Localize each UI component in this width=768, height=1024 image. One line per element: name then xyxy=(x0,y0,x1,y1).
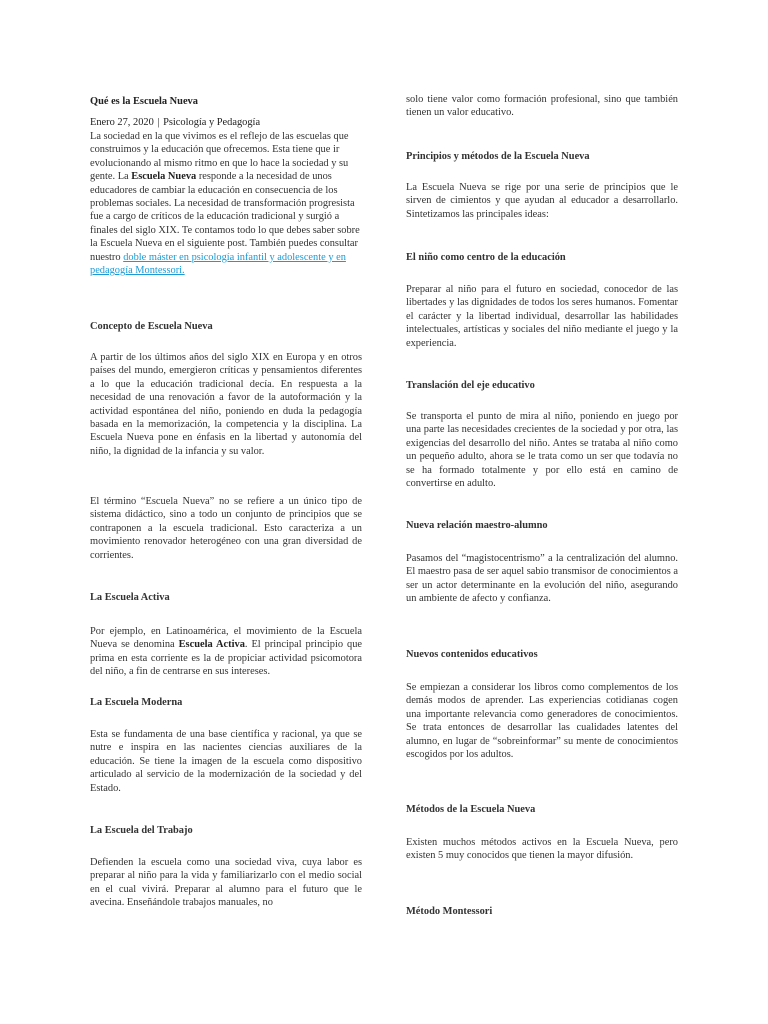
heading-contenidos: Nuevos contenidos educativos xyxy=(406,649,538,660)
heading-translacion: Translación del eje educativo xyxy=(406,380,535,391)
heading-nino: El niño como centro de la educación xyxy=(406,252,566,263)
heading-principios: Principios y métodos de la Escuela Nueva xyxy=(406,151,590,162)
trabajo-paragraph: Defienden la escuela como una sociedad viva, cuya labor es preparar al niño para la vida y familiarizarlo con el medio social en el cual vivirá. Preparar al alumno para el futuro que le avecina. Enseñándole trabajos manuales, no xyxy=(90,857,362,909)
heading-moderna: La Escuela Moderna xyxy=(90,697,183,708)
heading-metodos: Métodos de la Escuela Nueva xyxy=(406,804,536,815)
heading-relacion: Nueva relación maestro-alumno xyxy=(406,520,548,531)
activa-paragraph xyxy=(90,625,362,679)
intro-bold: Escuela Nueva xyxy=(131,171,197,183)
contenidos-paragraph: Se empiezan a considerar los libros como complementos de los demás modos de aprender. Las experiencias cotidianas cogen una importante relevancia como generadores de conocimientos. Se trata entonces de desarrollar las cualidades latentes del alumno, en lugar de “sobreinformar” su mente de conocimientos escogidos por los adultos. xyxy=(406,682,678,761)
continuation-paragraph: solo tiene valor como formación profesional, sino que también tienen un valor educativo. xyxy=(406,94,678,119)
heading-activa: La Escuela Activa xyxy=(90,592,170,603)
article-date: Enero 27, 2020 xyxy=(90,117,154,128)
moderna-paragraph: Esta se fundamenta de una base científica y racional, ya que se nutre e inspira en las nacientes ciencias auxiliares de la educación. Se tiene la imagen de la escuela como dispositivo articulado al servicio de la modernización de la sociedad y del Estado. xyxy=(90,729,362,794)
heading-concepto: Concepto de Escuela Nueva xyxy=(90,321,213,332)
meta-separator: | xyxy=(157,117,160,128)
activa-bold: Escuela Activa xyxy=(178,639,245,651)
metodos-paragraph: Existen muchos métodos activos en la Escuela Nueva, pero existen 5 muy conocidos que tienen la mayor difusión. xyxy=(406,837,678,862)
article-category: Psicología y Pedagogía xyxy=(163,117,261,128)
nino-paragraph: Preparar al niño para el futuro en sociedad, conocedor de las libertades y las dignidades de todos los seres humanos. Fomentar el carácter y la libertad individual, desarrollar las habilidades intelectuales, artísticas y sociales del niño mediante el juego y la experiencia. xyxy=(406,284,678,349)
master-link[interactable]: doble máster en psicología infantil y adolescente y en pedagogía Montessori. xyxy=(90,251,346,277)
activa-text-2: . El principal principio que prima en esta corriente es la de propiciar actividad psicomotora del niño, a fin de centrarse en sus intereses. xyxy=(90,639,362,678)
concepto-paragraph-2: El término “Escuela Nueva” no se refiere a un único tipo de sistema didáctico, sino a todo un conjunto de principios que se contraponen a la escuela tradicional. Esto caracteriza a un movimiento renovador heterogéneo con una gran diversidad de corrientes. xyxy=(90,496,362,561)
principios-paragraph: La Escuela Nueva se rige por una serie de principios que le sirven de cimientos y que ayudan al educador a desarrollarlo. Sintetizamos las principales ideas: xyxy=(406,182,678,220)
activa-text-1: Por ejemplo, en Latinoamérica, el movimiento de la Escuela Nueva se denomina xyxy=(90,626,362,651)
article-meta xyxy=(90,116,362,129)
relacion-paragraph: Pasamos del “magistocentrismo” a la centralización del alumno. El maestro pasa de ser aquel sabio transmisor de conocimientos a ser un actor determinante en la evolución del niño, asegurando un ambiente de afecto y confianza. xyxy=(406,553,678,605)
concepto-paragraph-1: A partir de los últimos años del siglo XIX en Europa y en otros países del mundo, emergieron críticas y pensamientos diferentes a lo que la educación tradicional decía. En respuesta a la necesidad de una renovación a favor de la autoformación y la actividad espontánea del niño, poniendo en duda la pedagogía basada en la memorización, la competencia y la disciplina. La Escuela Nueva pone en énfasis en la libertad y autonomía del niño, la dignidad de la infancia y su valor. xyxy=(90,352,362,457)
heading-montessori: Método Montessori xyxy=(406,906,493,917)
translacion-paragraph: Se transporta el punto de mira al niño, poniendo en juego por una parte las necesidades crecientes de la sociedad y por otra, las exigencias del desarrollo del niño. Antes se trataba al niño como un pequeño adulto, ahora se le trata como un ser que todavía no se ha formado totalmente y por ello está en camino de convertirse en adulto. xyxy=(406,411,678,490)
intro-text-1: La sociedad en la que vivimos es el reflejo de las escuelas que construimos y la educación que ofrecemos. Esta tiene que ir evolucionando al mismo ritmo en que lo hace la sociedad y su gente. La xyxy=(90,131,349,183)
intro-paragraph xyxy=(90,130,362,277)
article-title: Qué es la Escuela Nueva xyxy=(90,96,198,107)
heading-trabajo: La Escuela del Trabajo xyxy=(90,825,193,836)
intro-text-2: responde a la necesidad de unos educadores de cambiar la educación en consecuencia de los problemas sociales. La necesidad de transformación progresista fue a cargo de críticos de la educación tradicional y surgió a finales del siglo XIX. Te contamos todo lo que debes saber sobre la Escuela Nueva en el siguiente post. También puedes consultar nuestro xyxy=(90,171,360,263)
